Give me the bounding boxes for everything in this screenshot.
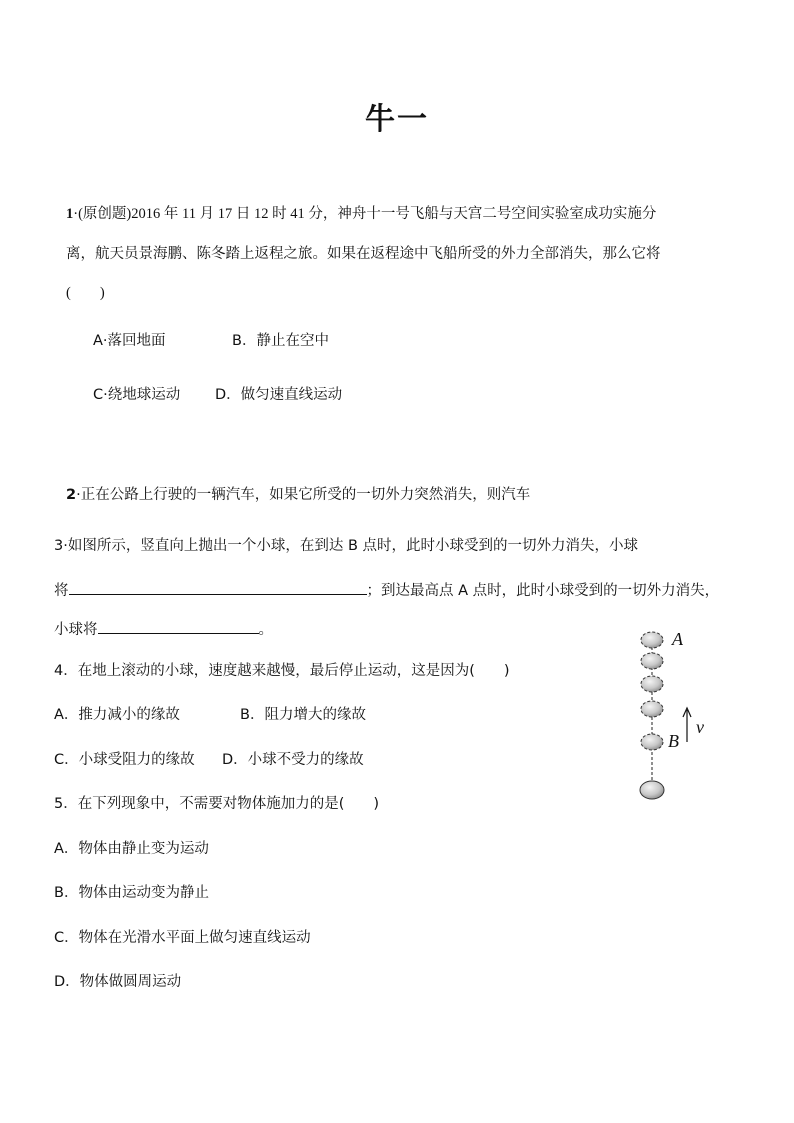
question-1-option-c: C·绕地球运动 [93,387,181,403]
question-2-text: ·正在公路上行驶的一辆汽车，如果它所受的一切外力突然消失，则汽车 [76,487,531,503]
question-2-line [66,485,530,505]
question-4-stem: 4．在地上滚动的小球，速度越来越慢，最后停止运动，这是因为( ) [54,663,510,679]
question-2-number: 2 [66,487,77,503]
thrown-ball-diagram [622,620,732,810]
question-1-line-1 [66,204,656,224]
question-1-text-1: ·(原创题)2016 年 11 月 17 日 12 时 41 分，神舟十一号飞船与天宫二号空间实验室成功实施分 [73,206,657,222]
question-4-option-c: C．小球受阻力的缘故 [54,752,195,768]
label-v: v [696,717,704,737]
ball-position-a [641,632,663,648]
ball-position-2 [641,653,663,669]
question-5-stem: 5．在下列现象中，不需要对物体施加力的是( ) [54,796,380,812]
question-1-option-d: D．做匀速直线运动 [215,387,343,403]
question-3-text-3a: 小球将 [54,622,98,638]
question-5-option-b: B．物体由运动变为静止 [54,885,209,901]
label-b: B [668,731,679,751]
ball-position-4 [641,701,663,717]
question-5-option-d: D．物体做圆周运动 [54,974,182,990]
question-3-line-3 [54,619,273,640]
question-3-text-2b: ；到达最高点 A 点时，此时小球受到的一切外力消失， [366,583,720,599]
question-1-option-a: A·落回地面 [93,333,166,349]
answer-blank-2[interactable] [98,619,259,634]
question-5-option-a: A．物体由静止变为运动 [54,841,209,857]
label-a: A [672,629,683,649]
page-title: 牛一 [365,102,429,137]
answer-blank-1[interactable] [69,580,367,595]
question-1-number: 1 [66,206,74,222]
question-5-option-c: C．物体在光滑水平面上做匀速直线运动 [54,930,311,946]
question-3-text-3b: 。 [258,622,273,638]
question-4-option-d: D．小球不受力的缘故 [222,752,364,768]
question-4-option-b: B．阻力增大的缘故 [240,707,366,723]
question-1-line-2: 离，航天员景海鹏、陈冬踏上返程之旅。如果在返程途中飞船所受的外力全部消失，那么它将 [66,246,661,262]
ball-position-b [641,734,663,750]
ball-start [640,781,664,799]
question-1-line-3: ( ) [66,285,105,301]
question-4-option-a: A．推力减小的缘故 [54,707,180,723]
question-3-line-1: 3·如图所示，竖直向上抛出一个小球，在到达 B 点时，此时小球受到的一切外力消失，小球 [54,538,638,554]
ball-position-3 [641,676,663,692]
question-1-option-b: B．静止在空中 [232,333,329,349]
question-3-line-2 [54,580,719,601]
question-3-text-2a: 将 [54,583,69,599]
